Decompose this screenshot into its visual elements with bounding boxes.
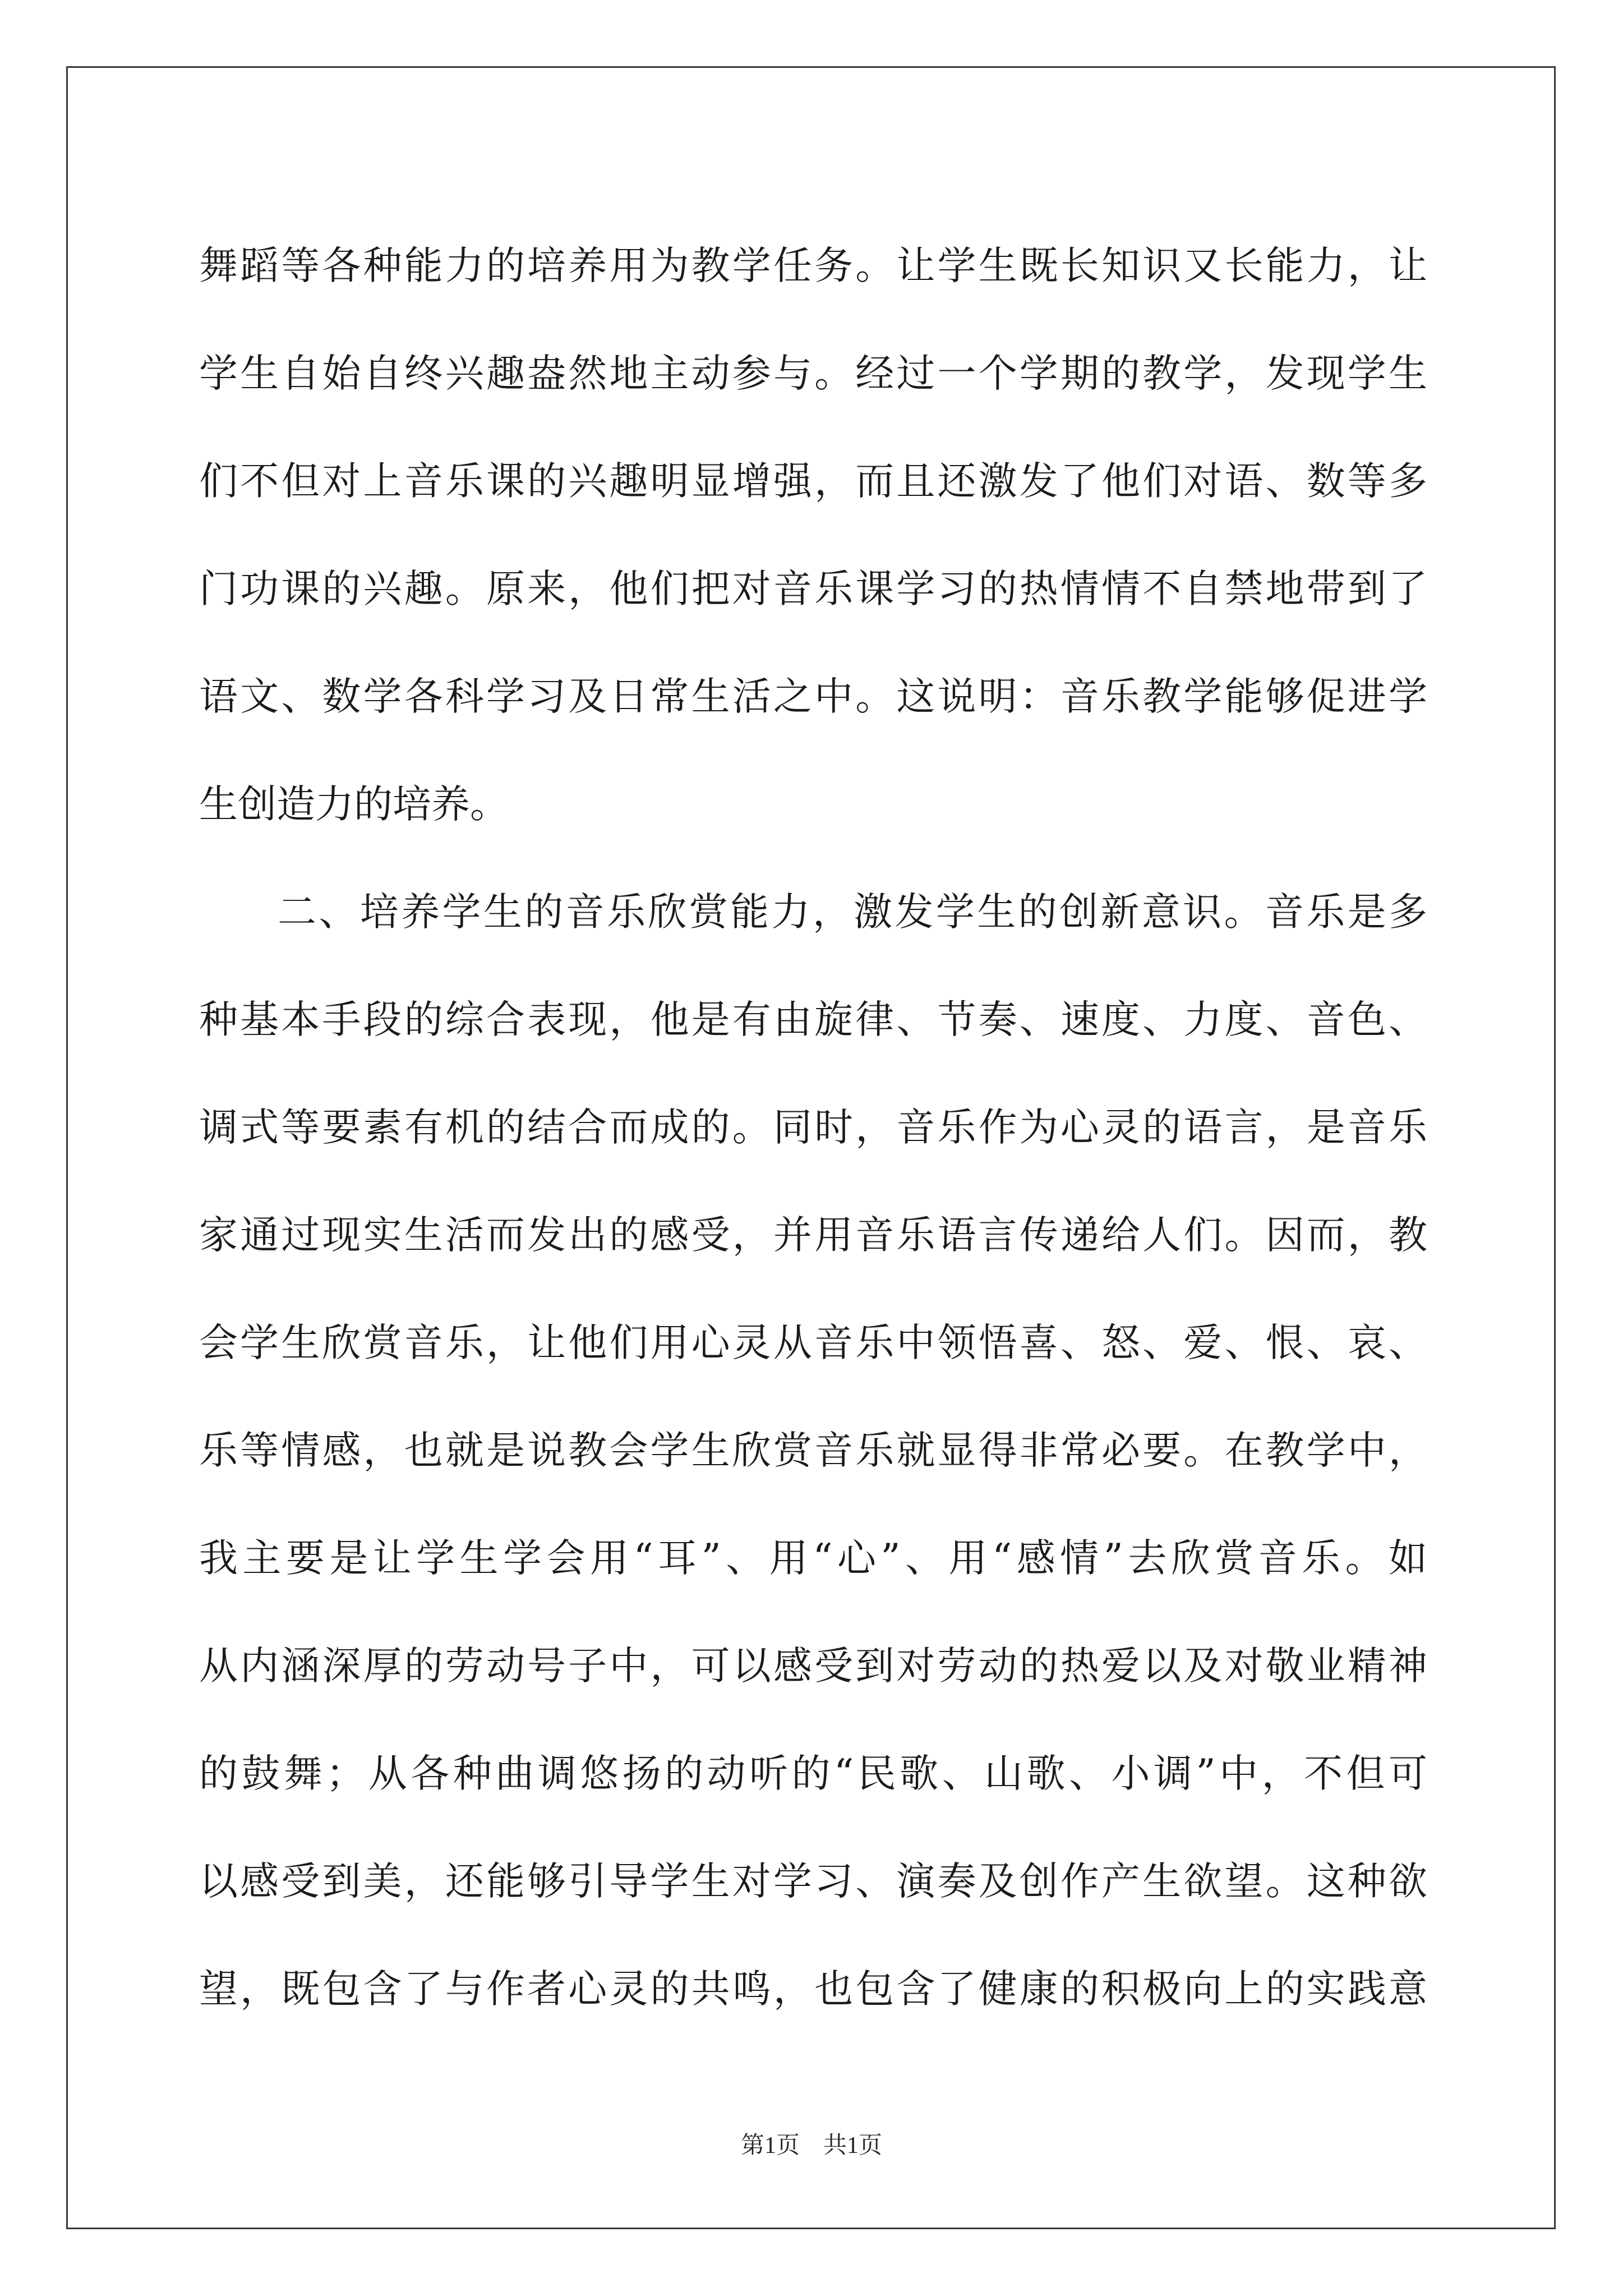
text-line: 生创造力的培养。 <box>199 782 509 827</box>
text-line: 我主要是让学生学会用“耳”、用“心”、用“感情”去欣赏音乐。如 <box>199 1536 1427 1581</box>
text-line: 们不但对上音乐课的兴趣明显增强，而且还激发了他们对语、数等多 <box>199 459 1427 504</box>
text-line: 的鼓舞；从各种曲调悠扬的动听的“民歌、山歌、小调”中，不但可 <box>199 1751 1427 1796</box>
text-line: 会学生欣赏音乐，让他们用心灵从音乐中领悟喜、怒、爱、恨、哀、 <box>199 1320 1427 1365</box>
text-line: 望，既包含了与作者心灵的共鸣，也包含了健康的积极向上的实践意 <box>199 1967 1427 2012</box>
text-line: 学生自始自终兴趣盎然地主动参与。经过一个学期的教学，发现学生 <box>199 351 1427 396</box>
text-line: 语文、数学各科学习及日常生活之中。这说明：音乐教学能够促进学 <box>199 674 1427 719</box>
text-line: 门功课的兴趣。原来，他们把对音乐课学习的热情情不自禁地带到了 <box>199 567 1427 611</box>
text-line: 从内涵深厚的劳动号子中，可以感受到对劳动的热爱以及对敬业精神 <box>199 1644 1427 1688</box>
document-body <box>199 212 1427 2043</box>
text-line: 调式等要素有机的结合而成的。同时，音乐作为心灵的语言，是音乐 <box>199 1105 1427 1150</box>
page-number-footer: 第1页 共1页 <box>740 2133 882 2159</box>
text-line: 家通过现实生活而发出的感受，并用音乐语言传递给人们。因而，教 <box>199 1213 1427 1258</box>
text-line: 舞蹈等各种能力的培养用为教学任务。让学生既长知识又长能力，让 <box>199 243 1427 288</box>
paragraph-start-line: 二、培养学生的音乐欣赏能力，激发学生的创新意识。音乐是多 <box>278 890 1427 935</box>
text-line: 乐等情感，也就是说教会学生欣赏音乐就显得非常必要。在教学中， <box>199 1428 1427 1473</box>
text-line: 以感受到美，还能够引导学生对学习、演奏及创作产生欲望。这种欲 <box>199 1859 1427 1904</box>
text-line: 种基本手段的综合表现，他是有由旋律、节奏、速度、力度、音色、 <box>199 997 1427 1042</box>
